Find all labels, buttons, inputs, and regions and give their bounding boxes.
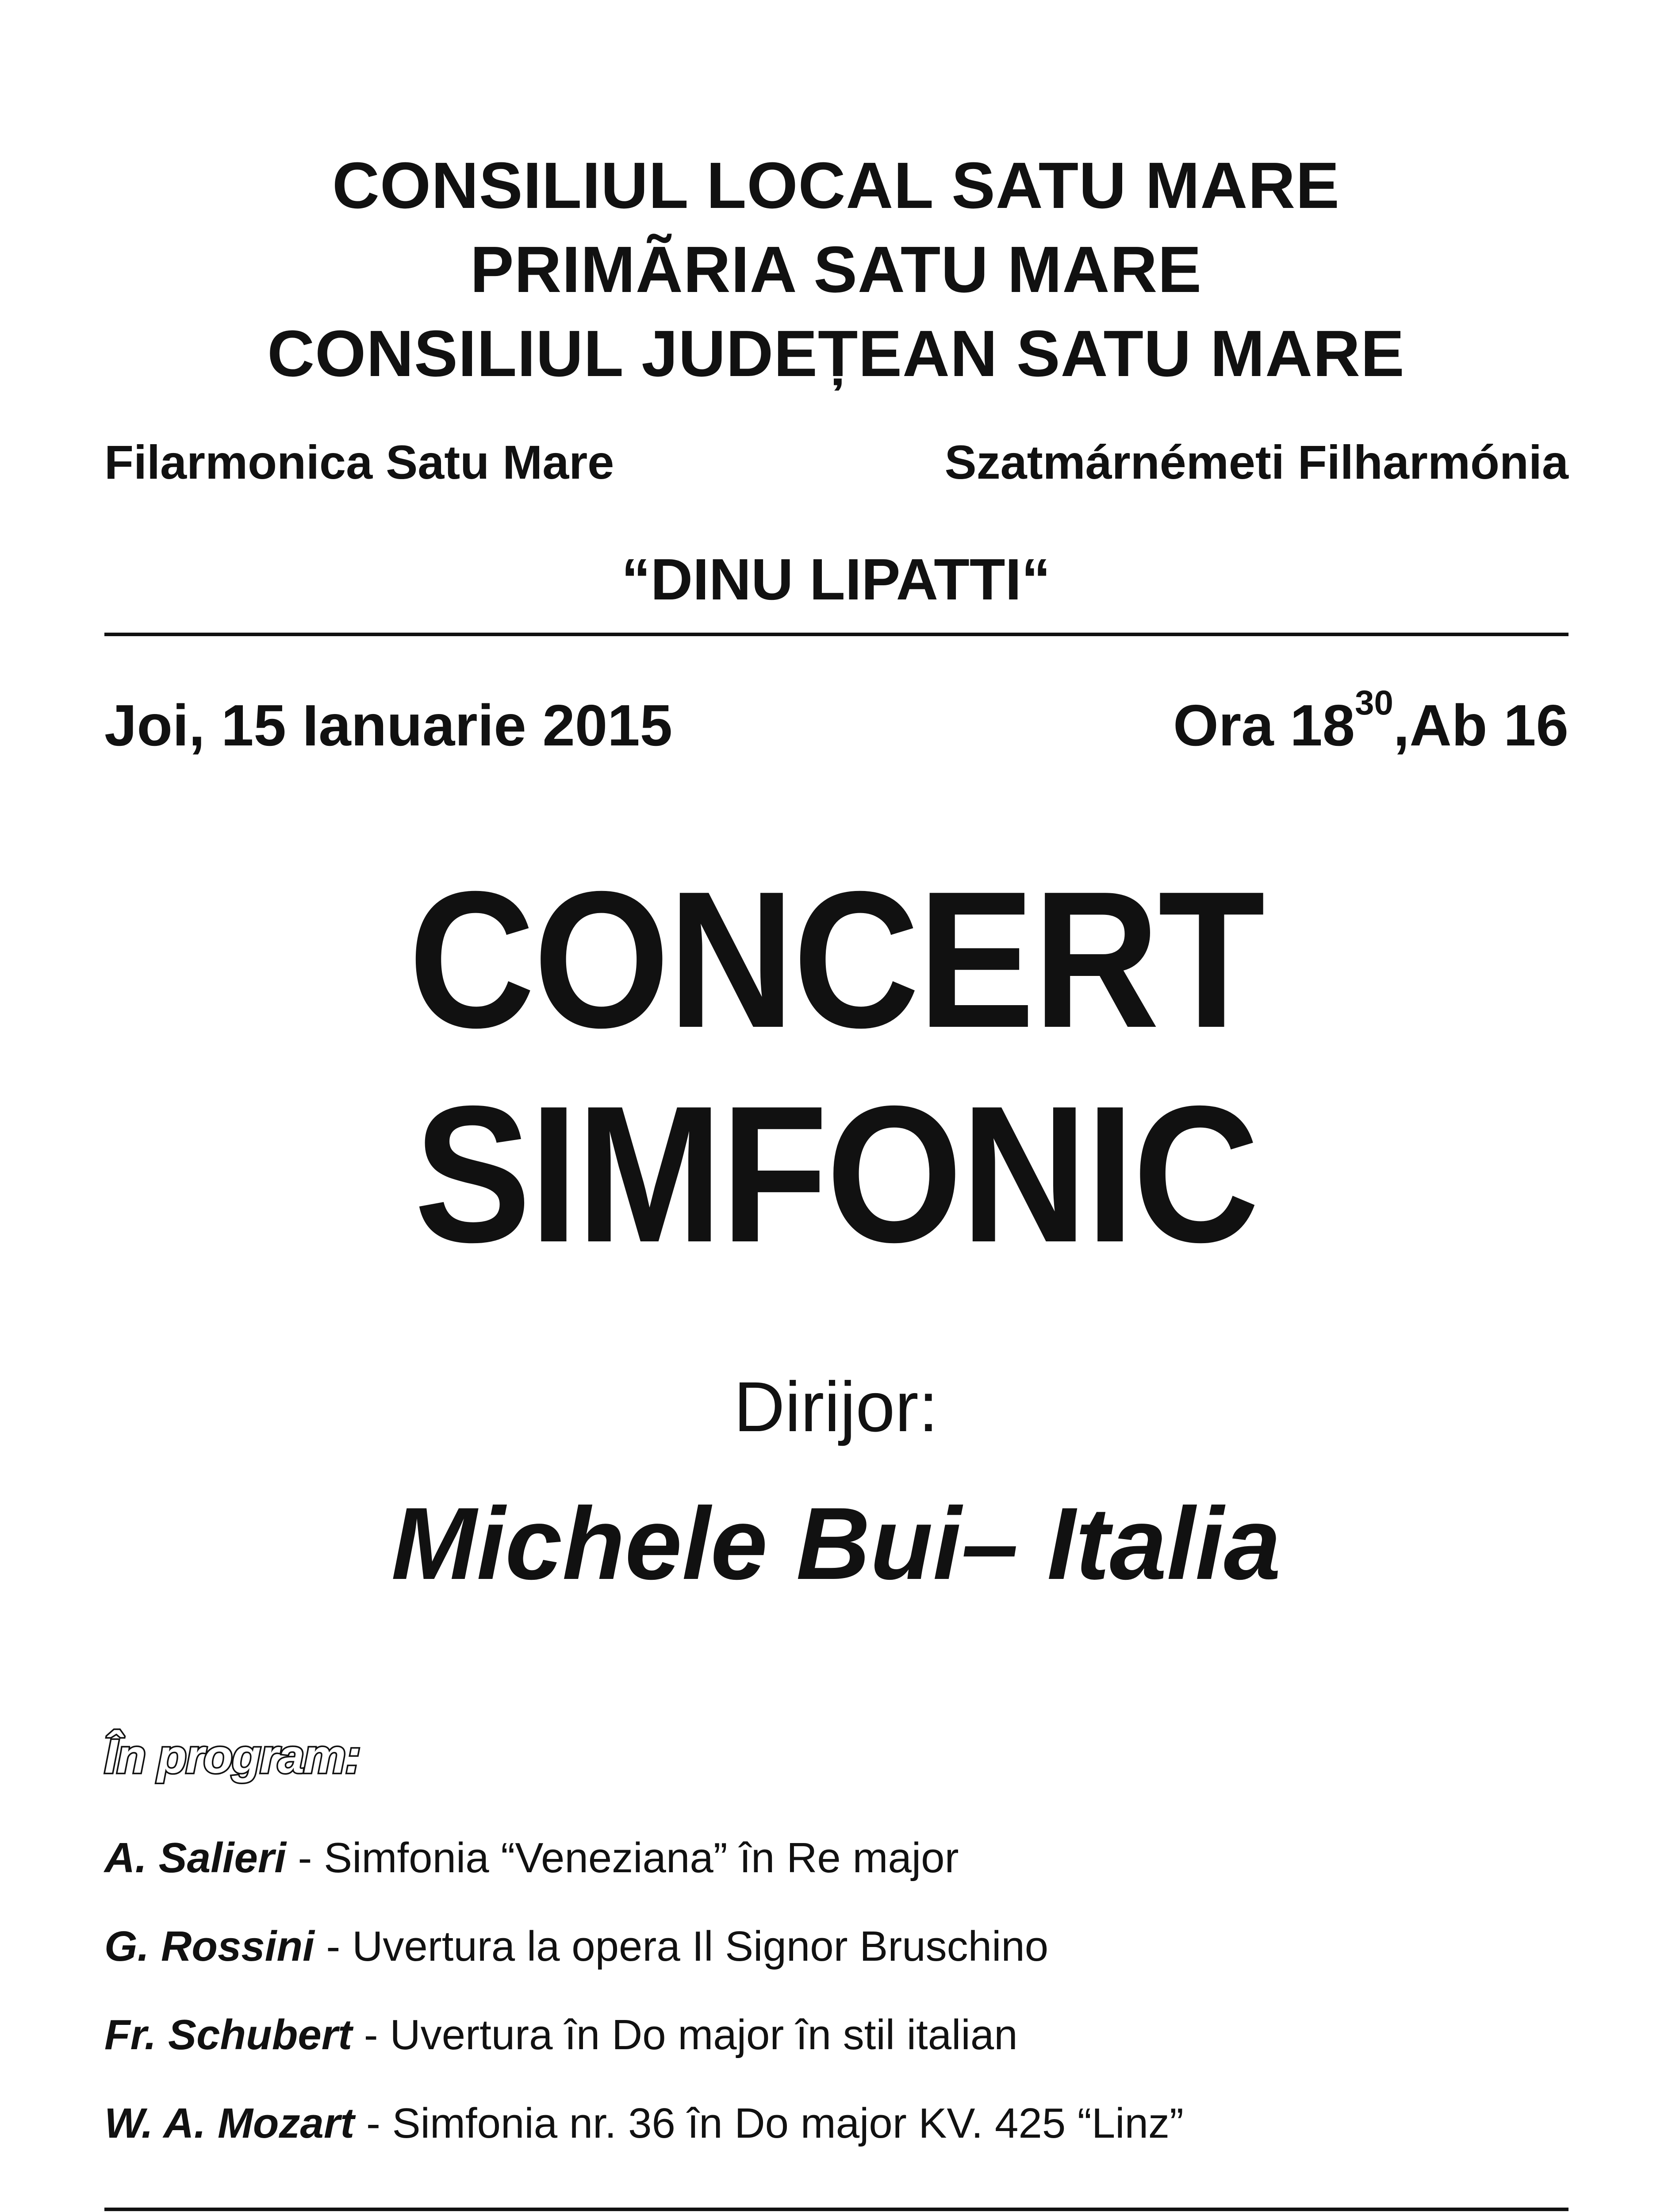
program-work: - Uvertura la opera Il Signor Bruschino	[314, 1923, 1049, 1970]
orchestra-name-ro: Filarmonica Satu Mare	[104, 435, 614, 489]
orchestra-patron: “DINU LIPATTI“	[621, 547, 1051, 612]
program-heading: În program:	[104, 1729, 360, 1783]
program-item	[104, 2095, 1184, 2152]
program-work: - Simfonia nr. 36 în Do major KV. 425 “Linz”	[354, 2100, 1184, 2147]
concert-title-line-2: SIMFONIC	[414, 1066, 1258, 1283]
orchestra-name-hu: Szatmárnémeti Filharmónia	[944, 435, 1568, 489]
program-composer: W. A. Mozart	[104, 2100, 355, 2147]
event-time-minutes: 30	[1355, 683, 1393, 722]
organiser-line-1: CONSILIUL LOCAL SATU MARE	[332, 149, 1340, 222]
divider-bottom	[104, 2208, 1568, 2211]
program-composer: G. Rossini	[104, 1923, 314, 1970]
program-item	[104, 2006, 1018, 2064]
conductor-label: Dirijor:	[733, 1367, 939, 1446]
divider-top	[104, 633, 1568, 636]
organiser-line-3: CONSILIUL JUDEȚEAN SATU MARE	[267, 317, 1405, 390]
program-item	[104, 1829, 959, 1887]
concert-title-line-1: CONCERT	[408, 851, 1264, 1068]
event-time-suffix: ,Ab 16	[1393, 693, 1568, 758]
event-time-hour: Ora 18	[1173, 693, 1355, 758]
program-work: - Simfonia “Veneziana” în Re major	[286, 1834, 959, 1882]
program-composer: A. Salieri	[104, 1834, 286, 1882]
program-work: - Uvertura în Do major în stil italian	[352, 2011, 1018, 2058]
organiser-line-2: PRIMÃRIA SATU MARE	[470, 233, 1202, 306]
event-time	[1173, 683, 1568, 763]
event-date: Joi, 15 Ianuarie 2015	[104, 693, 673, 758]
program-composer: Fr. Schubert	[104, 2011, 353, 2058]
program-item	[104, 1918, 1048, 1975]
conductor-name: Michele Bui– Italia	[391, 1486, 1281, 1601]
